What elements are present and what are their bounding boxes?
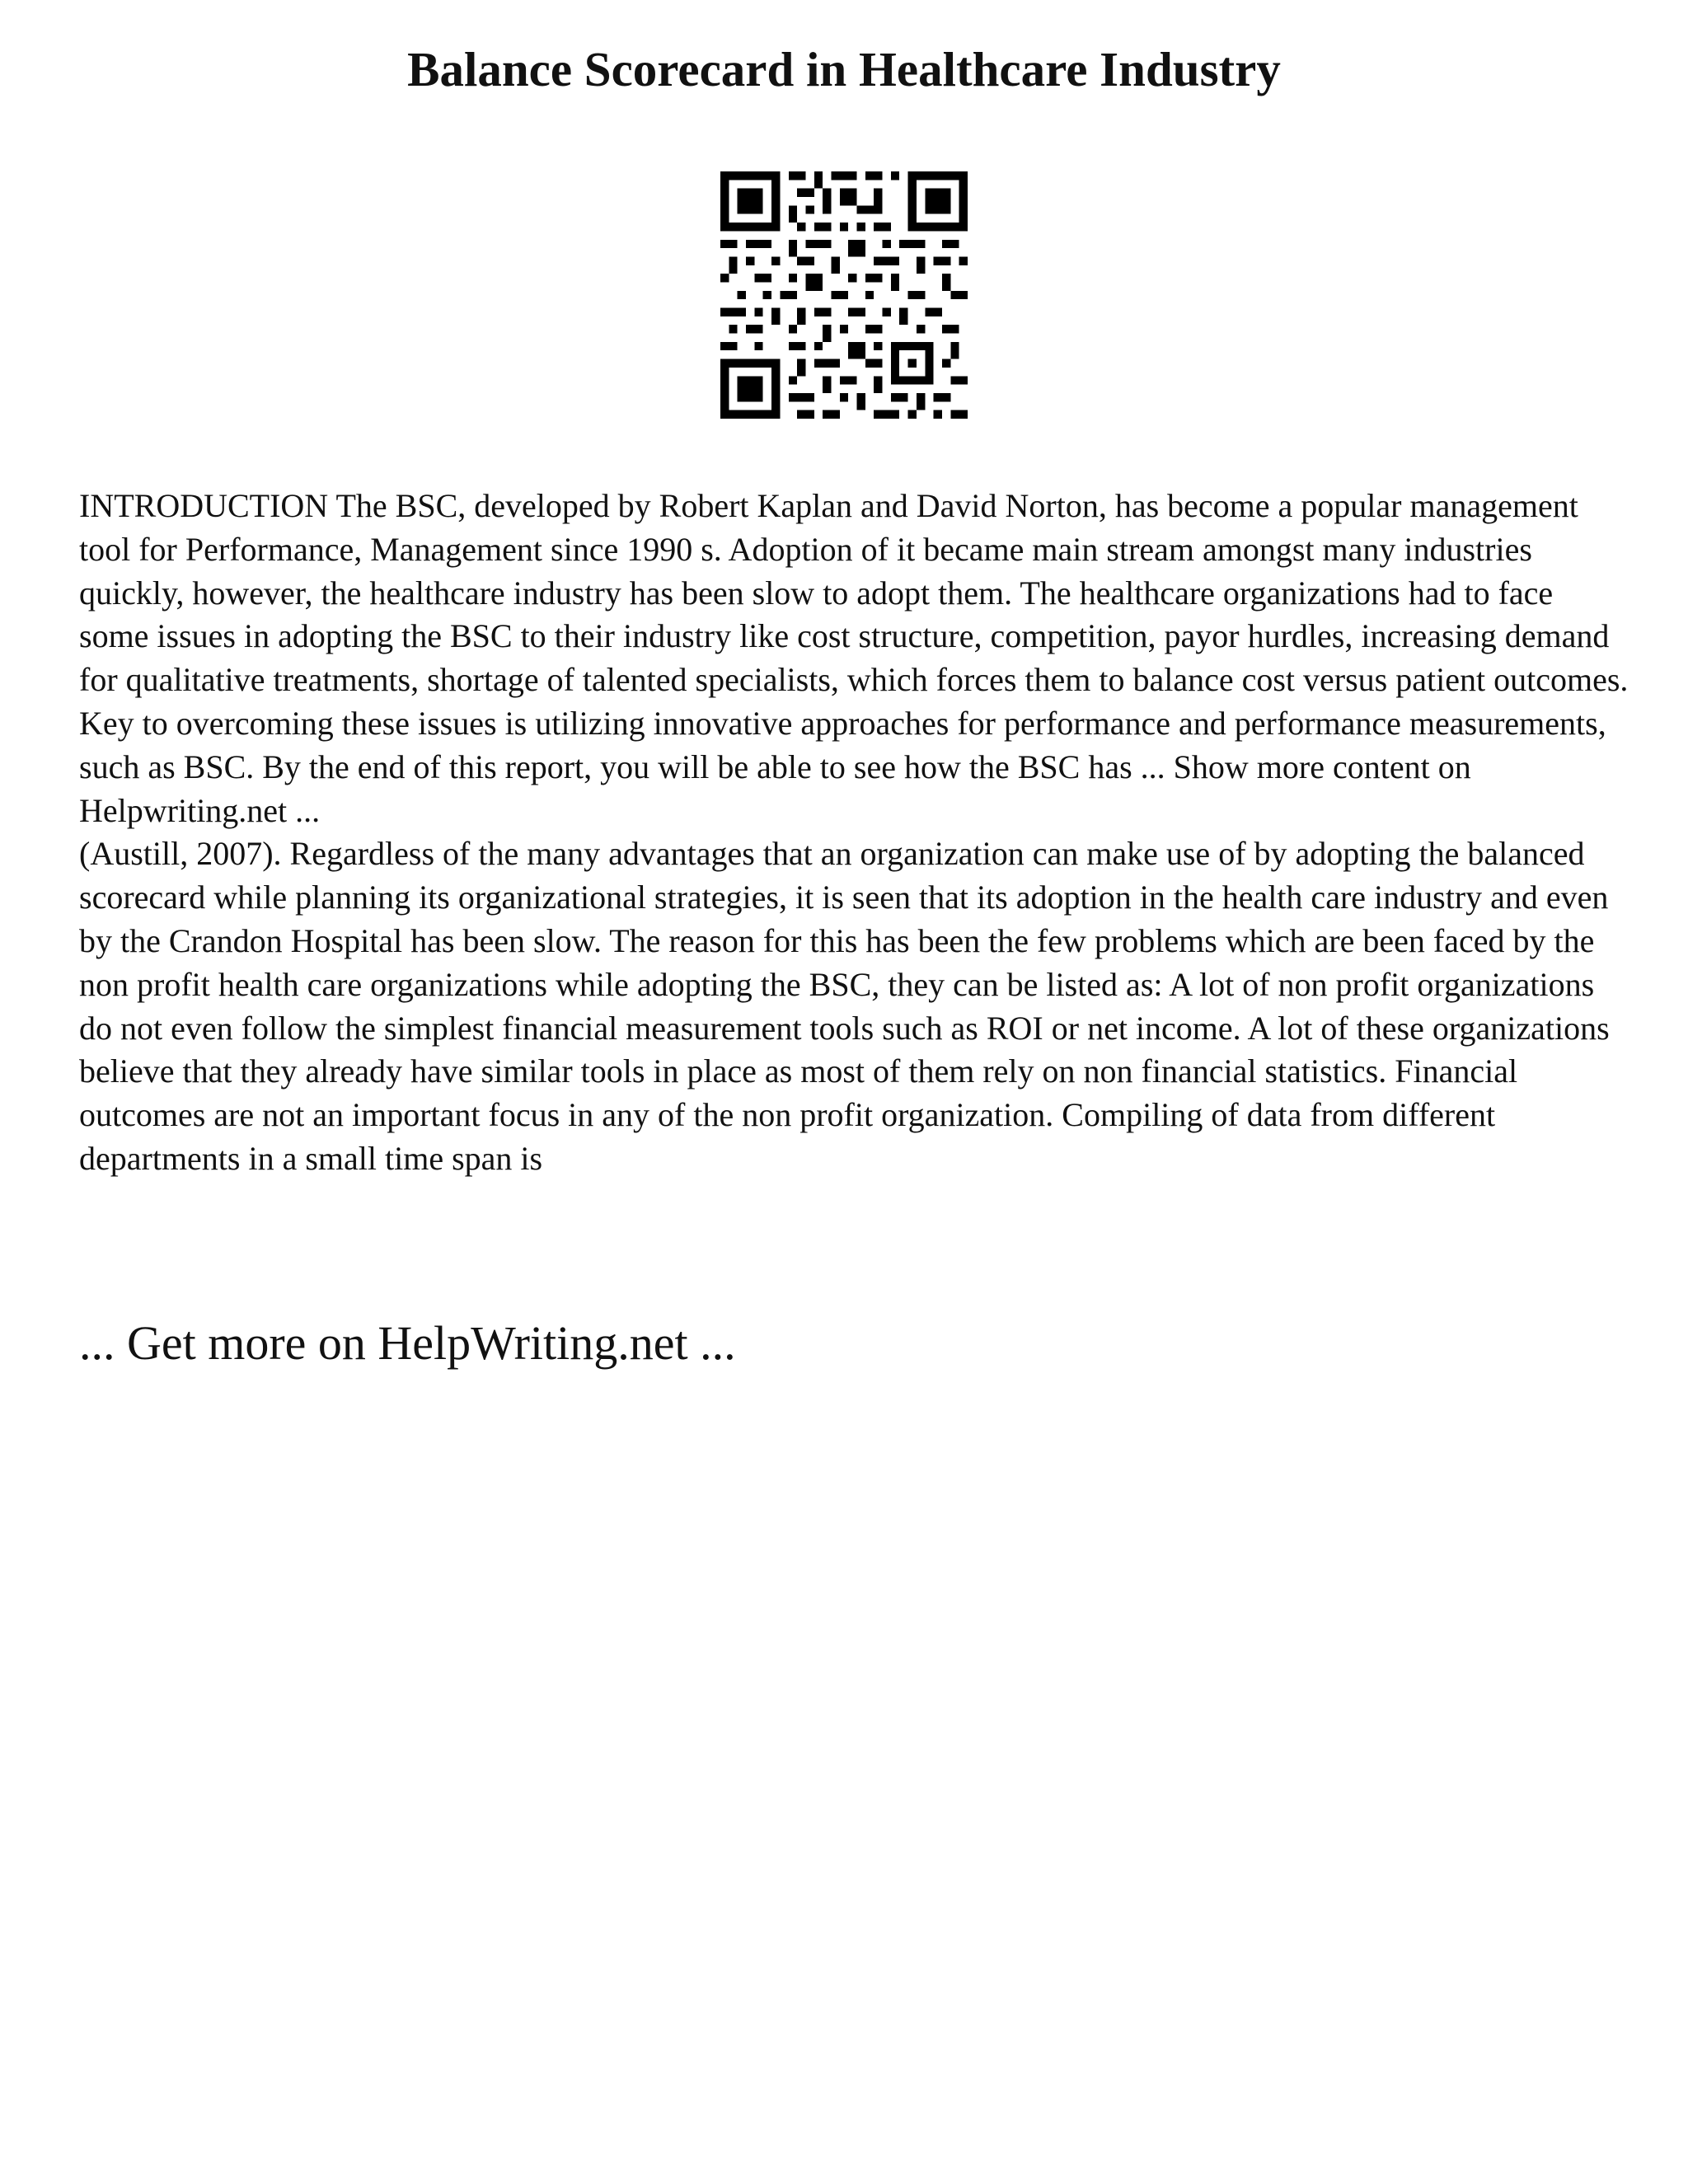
qr-code-graphic	[720, 171, 968, 419]
paragraph-austill: (Austill, 2007). Regardless of the many advantages that an organization can make use of by adopting the balanced scorecard while planning its organizational strategies, it is seen that its adoption in the health care industry and even by the Crandon Hospital has been slow. The reason for this has been the few problems which are been faced by the non profit health care organizations while adopting the BSC, they can be listed as: A lot of non profit organizations do not even follow the simplest financial measurement tools such as ROI or net income. A lot of these organizations believe that they already have similar tools in place as most of them rely on non financial statistics. Financial outcomes are not an important focus in any of the non profit organization. Compiling of data from different departments in a small time span is	[79, 835, 1610, 1177]
page-title: Balance Scorecard in Healthcare Industry	[407, 42, 1281, 96]
paragraph-introduction: INTRODUCTION The BSC, developed by Robert Kaplan and David Norton, has become a popular management tool for Performance, Management since 1990 s. Adoption of it became main stream amongst many industries quickly, however, the healthcare industry has been slow to adopt them. The healthcare organizations had to face some issues in adopting the BSC to their industry like cost structure, competition, payor hurdles, increasing demand for qualitative treatments, shortage of talented specialists, which forces them to balance cost versus patient outcomes. Key to overcoming these issues is utilizing innovative approaches for performance and performance measurements, such as BSC. By the end of this report, you will be able to see how the BSC has ... Show more content on Helpwriting.net ...	[79, 487, 1629, 829]
qr-code-icon[interactable]	[720, 171, 968, 419]
get-more-link[interactable]: ... Get more on HelpWriting.net ...	[79, 1316, 736, 1370]
article-body	[79, 485, 1629, 1181]
